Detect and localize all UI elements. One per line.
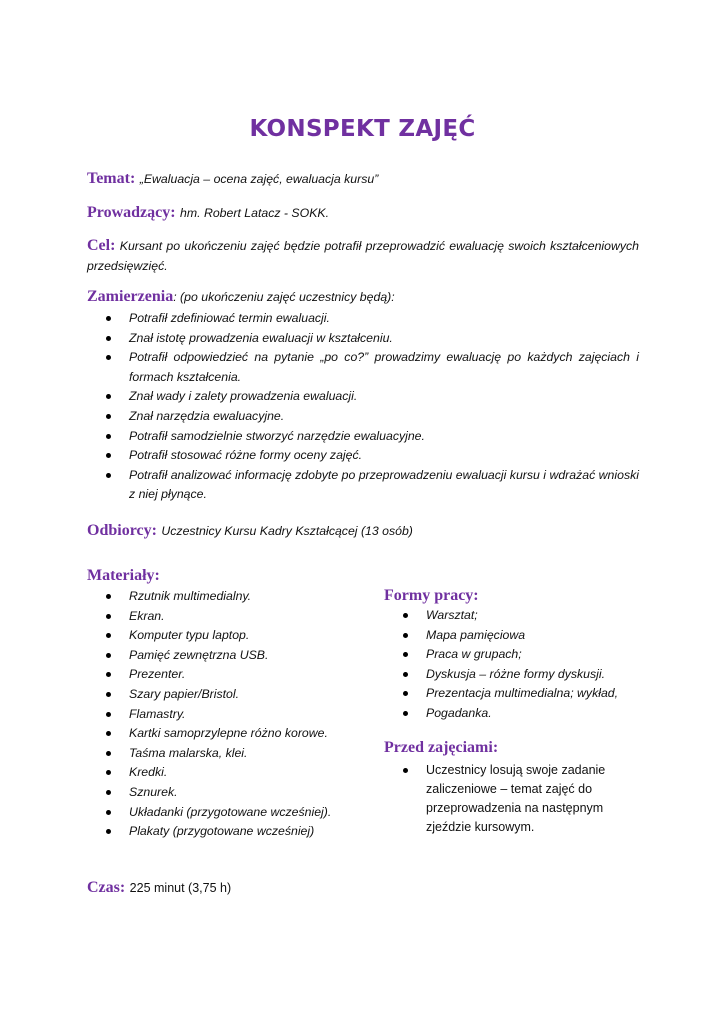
audience-value: Uczestnicy Kursu Kadry Kształcącej (13 osób) [161,524,413,538]
list-item: Praca w grupach; [384,645,644,665]
document-title: KONSPEKT ZAJĘĆ [249,116,476,142]
instructor-line [87,204,329,222]
list-item: Pamięć zewnętrzna USB. [87,646,367,666]
duration-label: Czas: [87,879,126,896]
before-class-label: Przed zajęciami: [384,739,499,756]
audience-label: Odbiorcy: [87,522,157,539]
list-item: Potrafił odpowiedzieć na pytanie „po co?” prowadzimy ewaluację po każdych zajęciach i formach kształcenia. [87,348,639,387]
list-item: Pogadanka. [384,704,644,724]
list-item: Uczestnicy losują swoje zadanie zaliczeniowe – temat zajęć do przeprowadzenia na następnym zjeździe kursowym. [384,761,614,837]
topic-line [87,170,378,188]
list-item: Potrafił analizować informację zdobyte po przeprowadzeniu ewaluacji kursu i wdrażać wnioski z niej płynące. [87,466,639,505]
topic-label: Temat: [87,170,136,187]
duration-line [87,879,231,897]
materials-label: Materiały: [87,567,160,584]
list-item: Układanki (przygotowane wcześniej). [87,803,367,823]
list-item: Plakaty (przygotowane wcześniej) [87,822,367,842]
before-class-heading [384,739,498,757]
list-item: Szary papier/Bristol. [87,685,367,705]
work-forms-heading [384,587,479,605]
list-item: Kartki samoprzylepne różno korowe. [87,724,367,744]
materials-list [87,587,367,842]
list-item: Kredki. [87,763,367,783]
list-item: Ekran. [87,607,367,627]
list-item: Flamastry. [87,705,367,725]
list-item: Prezentacja multimedialna; wykład, [384,684,644,704]
list-item: Rzutnik multimedialny. [87,587,367,607]
materials-heading [87,567,160,585]
list-item: Prezenter. [87,665,367,685]
list-item: Znał wady i zalety prowadzenia ewaluacji. [87,387,639,407]
list-item: Potrafił stosować różne formy oceny zajęć. [87,446,639,466]
objectives-intro: : (po ukończeniu zajęć uczestnicy będą): [173,290,395,304]
work-forms-label: Formy pracy: [384,587,479,604]
list-item: Warsztat; [384,606,644,626]
audience-line [87,522,413,540]
list-item: Sznurek. [87,783,367,803]
instructor-label: Prowadzący: [87,204,176,221]
duration-value: 225 minut (3,75 h) [129,881,232,895]
before-class-list [384,761,614,837]
list-item: Potrafił zdefiniować termin ewaluacji. [87,309,639,329]
topic-value: „Ewaluacja – ocena zajęć, ewaluacja kursu” [139,172,379,186]
list-item: Dyskusja – różne formy dyskusji. [384,665,644,685]
objectives-label: Zamierzenia [87,288,174,305]
goal-paragraph [87,236,639,276]
list-item: Mapa pamięciowa [384,626,644,646]
objectives-heading [87,288,395,306]
goal-label: Cel: [87,237,116,254]
list-item: Komputer typu laptop. [87,626,367,646]
objectives-list [87,309,639,505]
goal-value: Kursant po ukończeniu zajęć będzie potrafił przeprowadzić ewaluację swoich kształceniowych przedsięwzięć. [87,239,639,273]
list-item: Znał istotę prowadzenia ewaluacji w kształceniu. [87,329,639,349]
list-item: Znał narzędzia ewaluacyjne. [87,407,639,427]
list-item: Potrafił samodzielnie stworzyć narzędzie ewaluacyjne. [87,427,639,447]
instructor-value: hm. Robert Latacz - SOKK. [180,206,330,220]
work-forms-list [384,606,644,724]
list-item: Taśma malarska, klei. [87,744,367,764]
